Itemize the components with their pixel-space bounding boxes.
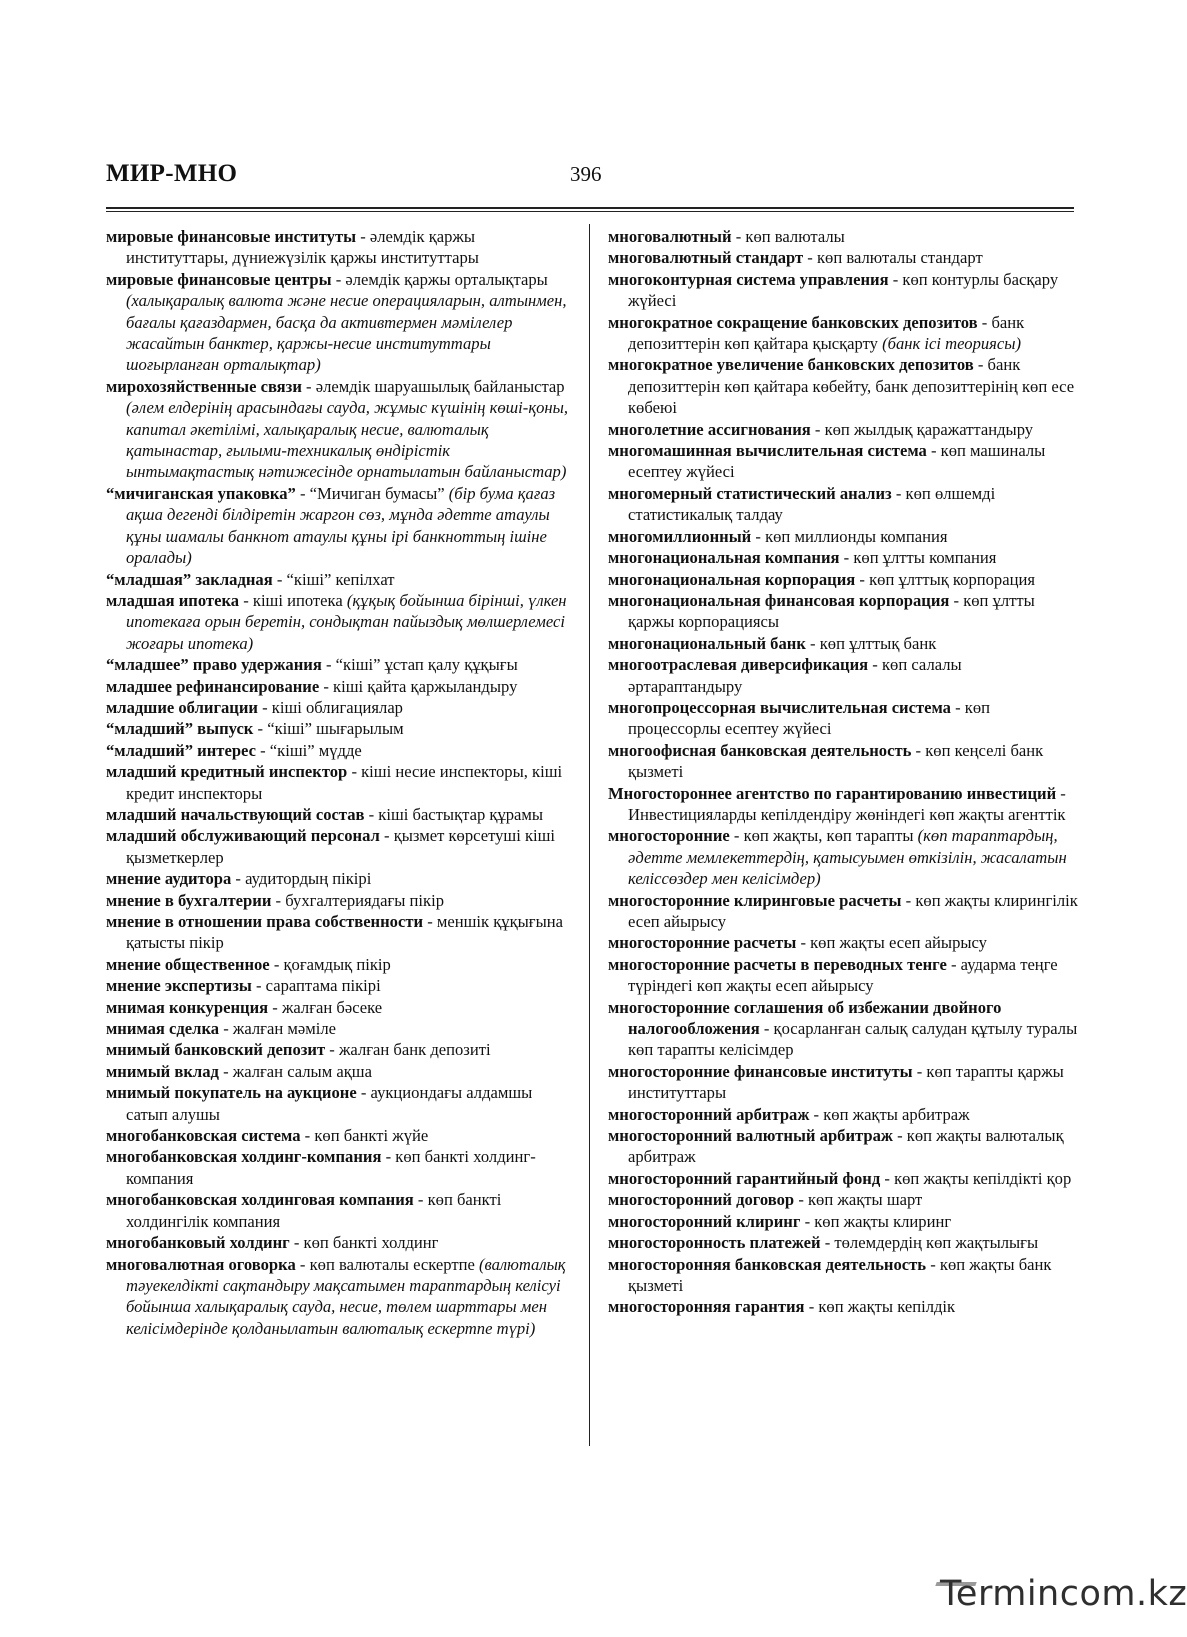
entry-term: многомерный статистический анализ <box>608 483 892 503</box>
dictionary-entry <box>608 1189 1078 1210</box>
dictionary-entry <box>106 590 574 654</box>
entry-definition: - қосарланған салық салудан құтылу туралы көп тарапты келісімдер <box>628 1019 1078 1060</box>
dictionary-entry <box>608 247 1078 268</box>
entry-definition: - көп процессорлы есептеу жүйесі <box>628 697 991 739</box>
dictionary-entry <box>608 354 1078 418</box>
entry-term: мнимый банковский депозит <box>106 1040 326 1060</box>
entry-term: Многостороннее агентство по гарантированию инвестиций <box>608 783 1057 803</box>
entry-term: младший кредитный инспектор <box>106 762 348 782</box>
dictionary-entry <box>608 1211 1078 1232</box>
dictionary-entry <box>608 312 1078 355</box>
dictionary-entry <box>106 1146 574 1189</box>
entry-term: многосторонний арбитраж <box>608 1104 810 1124</box>
entry-term: многосторонние расчеты в переводных тенге <box>608 954 947 974</box>
entry-definition: - төлемдердің көп жақтылығы <box>820 1233 1039 1253</box>
entry-definition: - аукциондағы алдамшы сатып алушы <box>126 1083 533 1124</box>
dictionary-entry <box>608 1168 1078 1189</box>
dictionary-entry <box>106 226 574 269</box>
entry-definition: - Инвестицияларды кепілдендіру жөніндегі көп жақты агенттік <box>628 783 1066 824</box>
entry-definition: - кіші несие инспекторы, кіші кредит инспекторы <box>126 762 563 803</box>
entry-definition: - “кіші” кепілхат <box>272 569 395 589</box>
entry-definition: - кіші бастықтар құрамы <box>364 804 544 824</box>
dictionary-entry <box>106 911 574 954</box>
entry-definition: - меншік құқығына қатысты пікір <box>126 912 563 953</box>
entry-term: многопроцессорная вычислительная система <box>608 697 951 717</box>
entry-term: многобанковская холдинговая компания <box>106 1190 414 1210</box>
entry-definition: - әлемдік шаруашылық байланыстар <box>301 376 565 396</box>
entry-term: мнение в бухгалтерии <box>106 890 272 910</box>
dictionary-entry <box>608 1232 1078 1253</box>
dictionary-entry <box>608 419 1078 440</box>
entry-definition: - көп тарапты қаржы институттары <box>628 1061 1064 1103</box>
entry-definition: - “кіші” мүдде <box>255 740 362 760</box>
entry-term: многомашинная вычислительная система <box>608 441 927 461</box>
entry-term: многоофисная банковская деятельность <box>608 740 912 760</box>
entry-term: мнимый вклад <box>106 1061 219 1081</box>
entry-term: младшее рефинансирование <box>106 676 320 696</box>
entry-definition: - жалған банк депозиті <box>325 1040 491 1060</box>
entry-definition: - қызмет көрсетуші кіші қызметкерлер <box>126 826 556 867</box>
dictionary-entry <box>106 975 574 996</box>
dictionary-entry <box>608 526 1078 547</box>
entry-definition: - көп өлшемді статистикалық талдау <box>628 483 996 525</box>
dictionary-entry <box>106 1189 574 1232</box>
logo-text: Termincom.kz <box>940 1574 1187 1614</box>
dictionary-entry <box>106 1232 574 1253</box>
entry-term: младшие облигации <box>106 697 258 717</box>
entry-term: мировые финансовые институты <box>106 227 357 246</box>
entry-definition: - көп кеңселі банк қызметі <box>628 740 1044 782</box>
entry-definition: - сараптама пікірі <box>251 976 381 996</box>
dictionary-entry <box>608 997 1078 1061</box>
dictionary-entry <box>106 825 574 868</box>
entry-term: многонациональная корпорация <box>608 569 856 589</box>
entry-term: многолетние ассигнования <box>608 419 811 439</box>
entry-term: многонациональный банк <box>608 633 806 653</box>
entry-term: многонациональная компания <box>608 548 840 568</box>
entry-term: мировые финансовые центры <box>106 269 332 289</box>
entry-definition: - көп жақты валюталық арбитраж <box>628 1126 1064 1167</box>
entry-term: младший обслуживающий персонал <box>106 826 380 846</box>
entry-term: “младшая” закладная <box>106 569 273 589</box>
running-head: МИР-МНО <box>106 160 238 187</box>
entry-definition: - көп жылдық қаражаттандыру <box>810 419 1034 439</box>
entry-term: многосторонняя гарантия <box>608 1297 805 1317</box>
entry-term: многобанковская система <box>106 1126 301 1146</box>
dictionary-entry <box>106 483 574 569</box>
dictionary-entry <box>608 1254 1078 1297</box>
entry-definition: - көп салалы әртараптандыру <box>628 655 962 696</box>
entry-term: многосторонний валютный арбитраж <box>608 1126 893 1146</box>
entry-definition: - көп валюталы <box>731 227 845 246</box>
entry-term: мнение в отношении права собственности <box>106 912 424 931</box>
entry-term: младший начальствующий состав <box>106 804 365 824</box>
entry-term: мнение общественное <box>106 954 270 974</box>
entry-term: многонациональная финансовая корпорация <box>608 590 950 610</box>
entry-term: многовалютный <box>608 227 732 246</box>
dictionary-entry <box>106 569 574 590</box>
entry-definition: - жалған бәсеке <box>268 997 383 1017</box>
entry-definition: - көп банкті холдингілік компания <box>126 1190 502 1231</box>
right-column <box>608 226 1078 1318</box>
entry-term: “младший” интерес <box>106 740 256 760</box>
entry-definition: - көп миллионды компания <box>751 526 948 546</box>
page-header <box>106 160 1074 200</box>
dictionary-entry <box>106 1039 574 1060</box>
dictionary-entry <box>608 740 1078 783</box>
entry-definition: - “кіші” шығарылым <box>253 719 404 739</box>
entry-definition: - көп жақты клиринг <box>800 1211 952 1231</box>
dictionary-entry <box>608 590 1078 633</box>
entry-definition: - көп валюталы ескертпе <box>295 1254 479 1274</box>
entry-note: (бір бума қағаз ақша дегенді білдіретін жаргон сөз, мұнда әдетте атаулы құны шамалы банкнот атаулы құны ірі банкноттың ішіне оралады) <box>126 483 556 568</box>
dictionary-entry <box>106 890 574 911</box>
dictionary-entry <box>608 1061 1078 1104</box>
entry-definition: - көп банкті жүйе <box>300 1126 429 1146</box>
dictionary-entry <box>608 483 1078 526</box>
dictionary-entry <box>106 697 574 718</box>
dictionary-entry <box>608 226 1078 247</box>
left-column <box>106 226 574 1339</box>
entry-note: (халықаралық валюта және несие операцияларын, алтынмен, бағалы қағаздармен, басқа да активтермен мәмілелер жасайтын банктер, қаржы-несие институттары шоғырланған орталықтар) <box>126 291 567 375</box>
header-rule <box>106 207 1074 212</box>
entry-definition: - банк депозиттерін көп қайтара көбейту, банк депозиттерінің көп есе көбеюі <box>628 355 1075 418</box>
entry-definition: - кіші ипотека <box>239 590 347 610</box>
entry-definition: - қоғамдық пікір <box>269 954 391 974</box>
column-divider <box>589 224 590 1446</box>
entry-term: многовалютная оговорка <box>106 1254 296 1274</box>
entry-definition: - кіші облигациялар <box>257 697 403 717</box>
entry-term: мнимый покупатель на аукционе <box>106 1083 357 1103</box>
dictionary-entry <box>608 1125 1078 1168</box>
entry-definition: - көп жақты шарт <box>794 1190 923 1210</box>
entry-term: многосторонние расчеты <box>608 933 797 953</box>
entry-term: многосторонний договор <box>608 1190 795 1210</box>
dictionary-entry <box>106 761 574 804</box>
entry-definition: - жалған мәміле <box>219 1019 336 1039</box>
dictionary-entry <box>106 718 574 739</box>
dictionary-entry <box>608 569 1078 590</box>
dictionary-entry <box>106 1082 574 1125</box>
entry-term: многократное сокращение банковских депозитов <box>608 312 978 332</box>
entry-definition: - көп жақты арбитраж <box>809 1104 970 1124</box>
entry-term: многосторонние <box>608 826 730 846</box>
entry-term: многократное увеличение банковских депозитов <box>608 355 974 375</box>
entry-definition: - көп ұлттық корпорация <box>855 569 1035 589</box>
dictionary-entry <box>106 954 574 975</box>
dictionary-entry <box>106 1254 574 1340</box>
entry-term: многосторонняя банковская деятельность <box>608 1254 927 1274</box>
entry-term: многомиллионный <box>608 526 752 546</box>
entry-definition: - көп ұлттық банк <box>805 633 937 653</box>
entry-term: младшая ипотека <box>106 590 240 610</box>
entry-term: мнение аудитора <box>106 869 232 889</box>
entry-term: мнение экспертизы <box>106 976 252 996</box>
dictionary-entry <box>106 997 574 1018</box>
entry-definition: - көп валюталы стандарт <box>803 248 983 268</box>
entry-term: многоконтурная система управления <box>608 269 889 289</box>
entry-definition: - аударма теңге түріндегі көп жақты есеп айырысу <box>628 954 1058 996</box>
entry-term: “мичиганская упаковка” <box>106 483 296 503</box>
entry-note: (валюталық тәуекелдікті сақтандыру мақсатымен тараптардың келісуі бойынша халықаралық сауда, несие, төлем шарттары мен келісімдерінде қолданылатын валюталық ескертпе түрі) <box>126 1254 566 1338</box>
entry-term: мнимая сделка <box>106 1019 220 1039</box>
entry-note: (әлем елдерінің арасындағы сауда, жұмыс күшінің көші-қоны, капитал әкетілімі, халықаралық несие, валюталық қатынастар, ғылыми-техникалық өндірістік ынтымақтастық нәтижесінде орнатылатын байланыстар) <box>126 398 568 482</box>
dictionary-entry <box>106 654 574 675</box>
entry-definition: - көп жақты есеп айырысу <box>796 933 987 953</box>
entry-term: многосторонность платежей <box>608 1233 821 1253</box>
dictionary-entry <box>106 1018 574 1039</box>
entry-definition: - “кіші” ұстап қалу құқығы <box>321 655 518 675</box>
entry-note: (банк ісі теориясы) <box>882 334 1022 354</box>
dictionary-entry <box>608 697 1078 740</box>
entry-note: (құқық бойынша бірінші, үлкен ипотекаға орын беретін, сондықтан пайыздық мөлшерлемесі жоғары ипотека) <box>126 590 567 653</box>
dictionary-entry <box>106 676 574 697</box>
entry-term: многоотраслевая диверсификация <box>608 655 869 675</box>
entry-term: мнимая конкуренция <box>106 997 269 1017</box>
dictionary-entry <box>608 783 1078 826</box>
entry-definition: - көп банкті холдинг <box>289 1233 439 1253</box>
entry-term: многосторонние финансовые институты <box>608 1061 913 1081</box>
dictionary-entry <box>106 868 574 889</box>
entry-note: (көп тараптардың, әдетте мемлекеттердің, қатысуымен өткізілін, жасалатын келіссөздер мен келісімдер) <box>628 826 1067 889</box>
entry-definition: - аудитордың пікірі <box>231 869 372 889</box>
dictionary-entry <box>608 654 1078 697</box>
dictionary-entry <box>608 1296 1078 1317</box>
entry-definition: - жалған салым ақша <box>218 1061 372 1081</box>
dictionary-entry <box>608 932 1078 953</box>
entry-definition: - көп жақты, көп тарапты <box>729 826 918 846</box>
page-number: 396 <box>570 162 602 186</box>
entry-term: многосторонний гарантийный фонд <box>608 1168 881 1188</box>
brand-logo[interactable] <box>936 1570 1187 1622</box>
entry-definition: - бухгалтериядағы пікір <box>271 890 445 910</box>
dictionary-entry <box>106 740 574 761</box>
dictionary-entry <box>106 1125 574 1146</box>
entry-definition: - “Мичиган бумасы” <box>295 483 449 503</box>
entry-term: многобанковская холдинг-компания <box>106 1147 382 1167</box>
entry-term: многовалютный стандарт <box>608 248 804 268</box>
dictionary-entry <box>608 440 1078 483</box>
dictionary-entry <box>608 890 1078 933</box>
entry-term: многобанковый холдинг <box>106 1233 290 1253</box>
dictionary-entry <box>106 376 574 483</box>
entry-definition: - көп банкті холдинг-компания <box>126 1147 536 1188</box>
dictionary-entry <box>608 954 1078 997</box>
entry-term: многосторонние клиринговые расчеты <box>608 890 902 910</box>
entry-definition: - көп машиналы есептеу жүйесі <box>628 441 1046 482</box>
entry-definition: - көп жақты кепілдікті қор <box>880 1168 1072 1188</box>
dictionary-entry <box>608 1104 1078 1125</box>
entry-term: “младшее” право удержания <box>106 655 322 675</box>
entry-definition: - көп контурлы басқару жүйесі <box>628 269 1059 311</box>
dictionary-entry <box>608 633 1078 654</box>
dictionary-entry <box>608 547 1078 568</box>
dictionary-entry <box>106 1061 574 1082</box>
dictionary-entry <box>106 269 574 376</box>
entry-term: многосторонние соглашения об избежании двойного налогообложения <box>608 997 1002 1039</box>
entry-term: “младший” выпуск <box>106 719 254 739</box>
entry-definition: - кіші қайта қаржыландыру <box>319 676 518 696</box>
dictionary-entry <box>106 804 574 825</box>
entry-definition: - көп ұлтты қаржы корпорациясы <box>628 590 1035 632</box>
entry-definition: - әлемдік қаржы орталықтары <box>331 269 548 289</box>
entry-definition: - көп жақты клирингілік есеп айырысу <box>628 890 1078 931</box>
entry-definition: - әлемдік қаржы институттары, дүниежүзілік қаржы институттары <box>126 227 479 268</box>
entry-term: многосторонний клиринг <box>608 1211 801 1231</box>
dictionary-entry <box>608 269 1078 312</box>
entry-definition: - банк депозиттерін көп қайтара қысқарту <box>628 312 1025 354</box>
entry-definition: - көп жақты банк қызметі <box>628 1254 1052 1295</box>
entry-definition: - көп жақты кепілдік <box>804 1297 956 1317</box>
dictionary-entry <box>608 825 1078 889</box>
entry-term: мирохозяйственные связи <box>106 376 302 396</box>
entry-definition: - көп ұлтты компания <box>839 548 997 568</box>
